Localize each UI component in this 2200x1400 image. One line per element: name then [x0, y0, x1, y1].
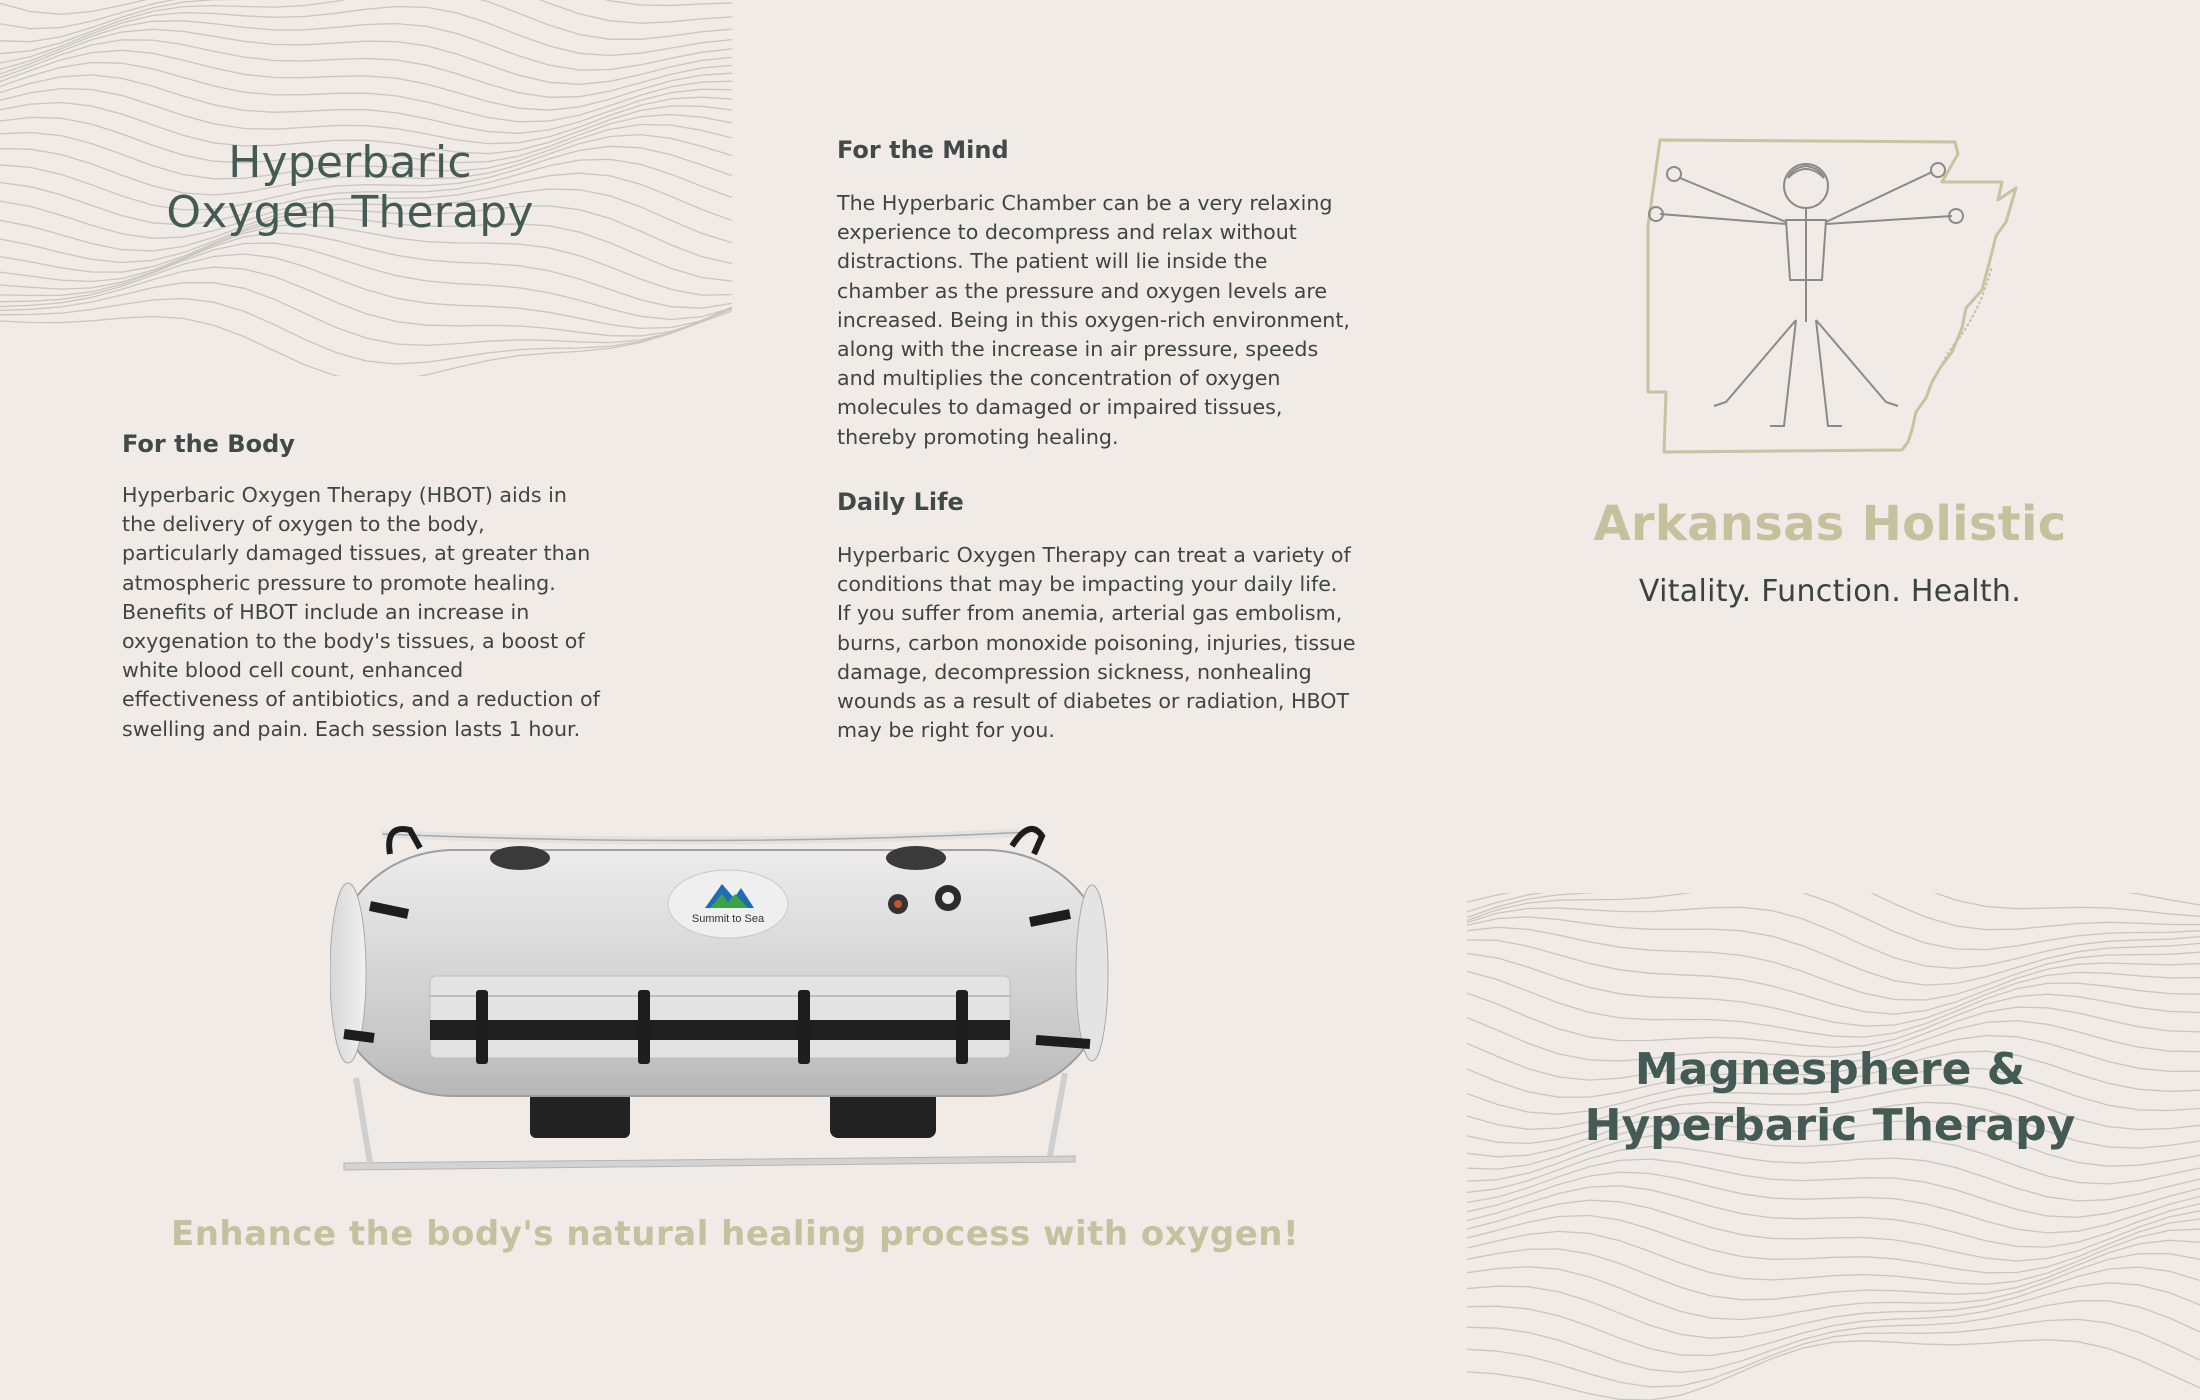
brand-name: Arkansas Holistic — [1593, 496, 2067, 552]
title-line: Oxygen Therapy — [166, 187, 534, 238]
contour-line — [0, 233, 732, 308]
title-line: Hyperbaric — [228, 137, 472, 188]
contour-line — [1467, 893, 2200, 950]
contour-line — [1467, 1172, 2200, 1233]
section-heading-body: For the Body — [122, 430, 295, 458]
title-line: Hyperbaric Therapy — [1584, 1100, 2076, 1151]
contour-line — [1467, 917, 2200, 985]
contour-line — [1467, 1267, 2200, 1338]
contour-line — [1467, 1216, 2200, 1273]
contour-line — [1467, 1254, 2200, 1320]
contour-line — [1467, 940, 2200, 1014]
contour-line — [1467, 1147, 2200, 1201]
title-line: Magnesphere & — [1634, 1044, 2026, 1095]
chamber-logo-text: Summit to Sea — [691, 913, 765, 925]
section-heading-mind: For the Mind — [837, 136, 1009, 164]
contour-line — [0, 75, 732, 133]
section-text-daily-life: Hyperbaric Oxygen Therapy can treat a variety of conditions that may be impacting your daily life. If you suffer from anemia, arterial gas embolism, burns, carbon monoxide poisoning, injuries, tissue damage, decompression sickness, nonhealing wounds as a result of diabetes or radiation, HBOT may be right for you. — [837, 543, 1356, 743]
contour-line — [1467, 1240, 2200, 1300]
hyperbaric-chamber-image — [330, 818, 1110, 1174]
contour-line — [0, 299, 732, 365]
contour-line — [1467, 993, 2200, 1047]
contour-line — [1467, 1319, 2200, 1387]
tagline-healing: Enhance the body's natural healing process with oxygen! — [171, 1214, 1299, 1254]
section-heading-daily-life: Daily Life — [837, 488, 964, 516]
section-text-body: Hyperbaric Oxygen Therapy (HBOT) aids in the delivery of oxygen to the body, particularly damaged tissues, at greater than atmospheric pressure to promote healing. Benefits of HBOT include an increase in oxygenation to the body's tissues, a boost of white blood cell count, enhanced effectiveness of antibiotics, and a reduction of swelling and pain. Each session lasts 1 hour. — [122, 483, 600, 741]
contour-line — [0, 40, 732, 97]
contour-line — [1467, 907, 2200, 968]
section-text-mind: The Hyperbaric Chamber can be a very relaxing experience to decompress and relax without distractions. The patient will lie inside the chamber as the pressure and oxygen levels are increased. Being in this oxygen-rich environment, along with the increase in air pressure, speeds and multiplies the concentration of oxygen molecules to damaged or impaired tissues, thereby promoting healing. — [837, 191, 1350, 449]
contour-line — [1467, 1159, 2200, 1217]
contour-line — [0, 243, 732, 319]
panel-title-hyperbaric — [150, 138, 550, 238]
contour-line — [1467, 893, 2200, 930]
panel-title-magnesphere — [1530, 1042, 2130, 1154]
arkansas-outline-icon — [1640, 130, 2040, 460]
brand-tagline: Vitality. Function. Health. — [1638, 574, 2022, 609]
contour-line — [0, 63, 732, 122]
arkansas-vitruvian-logo — [1640, 130, 2040, 460]
contour-line — [0, 254, 732, 328]
contour-line — [0, 311, 732, 376]
contour-line — [1467, 893, 2200, 916]
hyperbaric-chamber-icon — [330, 818, 1110, 1174]
